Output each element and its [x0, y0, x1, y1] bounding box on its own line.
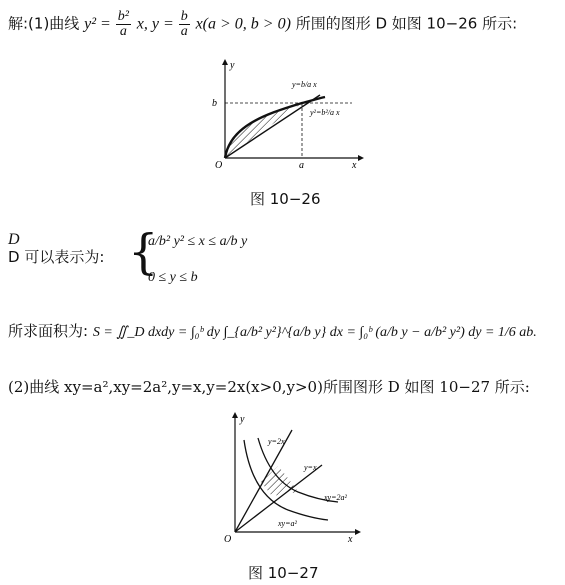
domain-label-visible: D 可以表示为:: [8, 248, 105, 266]
fig1-label-a: a: [299, 160, 304, 171]
line-y-eq-bx-over-a: [225, 95, 320, 158]
frac-b2-over-a: $\frac{\text{b²}}{a}$: [117, 9, 129, 39]
fig2-curve-y2x: y=2x: [268, 437, 285, 446]
y-axis-arrow: [222, 59, 228, 65]
area-expression: S = ∬_D dxdy = ∫₀ᵇ dy ∫_{a/b² y²}^{a/b y} dx = ∫₀ᵇ (a/b y − a/b² y²) dy = 1/6 ab.: [92, 325, 537, 340]
fig2-label-o: O: [224, 534, 232, 545]
fig1-label-b: b: [212, 98, 217, 109]
fig1-label-o: O: [215, 160, 223, 171]
left-brace: {: [128, 224, 159, 280]
area-formula-line: [8, 320, 537, 341]
figure1-caption: 图 10−26: [250, 190, 321, 208]
fig2-y-axis-arrow: [232, 412, 238, 418]
figure2-caption: 图 10−27: [248, 564, 319, 582]
fig1-label-x: x: [352, 160, 357, 171]
fig1-label-y: y: [230, 60, 235, 71]
figure-10-27: [220, 410, 370, 550]
fig2-x-axis-arrow: [355, 529, 361, 535]
figure-10-26: [200, 55, 370, 175]
frac-b-over-a: $\frac{b}{a}$: [180, 9, 188, 39]
domain-row-1: a/b² y² ≤ x ≤ a/b y: [148, 234, 248, 249]
domain-description: D: [8, 231, 20, 248]
area-label: 所求面积为:: [8, 322, 89, 340]
intro-label: 解:(1)曲线: [8, 14, 80, 33]
fig2-label-x: x: [348, 534, 353, 545]
intro-tail: 所围的图形 D 如图 10−26 所示:: [295, 14, 518, 33]
fig2-curve-xy2a2: xy=2a²: [324, 493, 347, 502]
curve-eq-a: y² =: [84, 15, 115, 33]
fig2-hatched-region: [261, 466, 298, 496]
x-axis-arrow: [358, 155, 364, 161]
fig2-curve-xya2: xy=a²: [278, 519, 297, 528]
fig1-curve-line-label: y=b/a x: [292, 80, 317, 89]
fig2-label-y: y: [240, 414, 245, 425]
curve-eq-c: x(a > 0, b > 0): [195, 15, 291, 33]
domain-row-2: 0 ≤ y ≤ b: [148, 270, 198, 285]
part2-text: (2)曲线 xy=a²,xy=2a²,y=x,y=2x(x>0,y>0)所围图形 D 如图 10−27 所示:: [8, 378, 530, 396]
fig1-curve-parabola-label: y²=b²/a x: [310, 108, 340, 117]
fig2-curve-yx: y=x: [304, 463, 317, 472]
part1-intro: [8, 10, 517, 39]
curve-eq-b: x, y =: [136, 15, 178, 33]
